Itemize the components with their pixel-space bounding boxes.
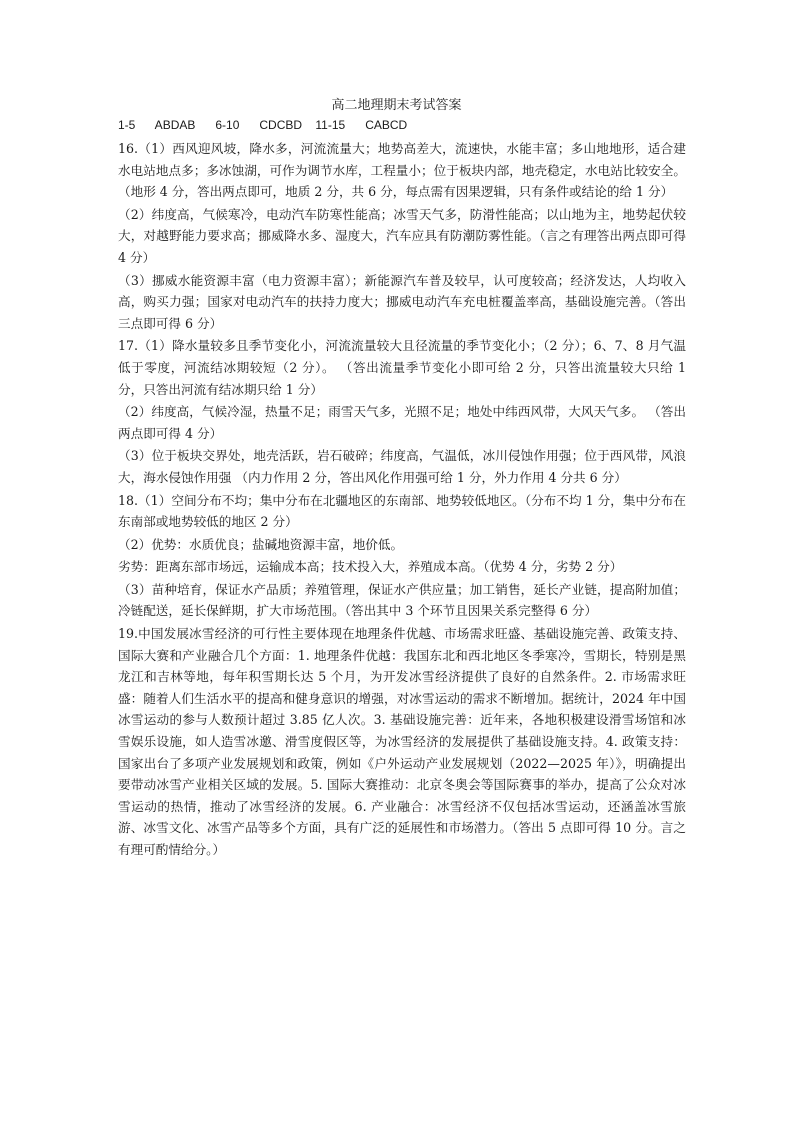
q17-part2: （2）纬度高，气候冷湿，热量不足；雨雪天气多，光照不足；地处中纬西风带，大风天气多。 （答出两点即可得 4 分） [118,404,686,441]
page-title: 高二地理期末考试答案 [331,98,462,113]
q18-part2-disadvantages: 劣势：距离东部市场远，运输成本高；技术投入大，养殖成本高。（优势 4 分，劣势 2 分） [118,559,623,575]
q16-part3: （3）挪威水能资源丰富（电力资源丰富）；新能源汽车普及较早，认可度较高；经济发达，人均收入高，购买力强；国家对电动汽车的扶持力度大；挪威电动汽车充电桩覆盖率高，基础设施完善。（答出三点即可得 6 分） [118,272,686,331]
answer-content [118,138,686,861]
q18-part2: （2）优势：水质优良；盐碱地资源丰富，地价低。 [118,536,404,552]
q17-part3: （3）位于板块交界处，地壳活跃，岩石破碎；纬度高，气温低，冰川侵蚀作用强；位于西风带，风浪大，海水侵蚀作用强 （内力作用 2 分，答出风化作用强可给 1 分，外力作用 4 分共 6 分） [118,448,686,485]
q19-answer: 19.中国发展冰雪经济的可行性主要体现在地理条件优越、市场需求旺盛、基础设施完善、政策支持、国际大赛和产业融合几个方面：1. 地理条件优越：我国东北和西北地区冬季寒冷，雪期长，特别是黑龙江和吉林等地，每年积雪期长达 5 个月，为开发冰雪经济提供了良好的自然条件。2. 市场需求旺盛：随着人们生活水平的提高和健身意识的增强，对冰雪运动的需求不断增加。据统计，2024 年中国冰雪运动的参与人数预计超过 3.85 亿人次。3. 基础设施完善：近年来，各地积极建设滑雪场馆和冰雪娱乐设施，如人造雪冰邀、滑雪度假区等，为冰雪经济的发展提供了基础设施支持。4. 政策支持：国家出台了多项产业发展规划和政策，例如《户外运动产业发展规划（2022—2025 年）》，明确提出要带动冰雪产业相关区域的发展。5. 国际大赛推动：北京冬奥会等国际赛事的举办，提高了公众对冰雪运动的热情，推动了冰雪经济的发展。6. 产业融合：冰雪经济不仅包括冰雪运动，还涵盖冰雪旅游、冰雪文化、冰雪产品等多个方面，具有广泛的延展性和市场潜力。（答出 5 点即可得 10 分。言之有理可酌情给分。） [118,626,686,857]
q16-part1: 16.（1）西风迎风坡，降水多，河流流量大；地势高差大，流速快，水能丰富；多山地地形，适合建水电站地点多；多冰蚀湖，可作为调节水库，工程量小；位于板块内部，地壳稳定，水电站比较安全。（地形 4 分，答出两点即可，地质 2 分，共 6 分，每点需有因果逻辑，只有条件或结论的给 1 分） [118,141,686,200]
q18-part1: 18.（1）空间分布不均；集中分布在北疆地区的东南部、地势较低地区。（分布不均 1 分，集中分布在东南部或地势较低的地区 2 分） [118,492,686,530]
multiple-choice-answers: 1-5 ABDAB 6-10 CDCBD 11-15 CABCD [118,118,408,132]
q18-part3: （3）苗种培育，保证水产品质；养殖管理，保证水产供应量；加工销售，延长产业链，提高附加值；冷链配送，延长保鲜期，扩大市场范围。（答出其中 3 个环节且因果关系完整得 6 分） [118,581,686,619]
q16-part2: （2）纬度高，气候寒冷，电动汽车防寒性能高；冰雪天气多，防滑性能高；以山地为主，地势起伏较大，对越野能力要求高；挪威降水多、湿度大，汽车应具有防潮防雾性能。（言之有理答出两点即可得 4 分） [118,206,686,265]
q17-part1: 17.（1）降水量较多且季节变化小，河流流量较大且径流量的季节变化小；（2 分）；6、7、8 月气温低于零度，河流结冰期较短（2 分）。 （答出流量季节变化小即可给 2 分，只答出流量较大只给 1 分，只答出河流有结冰期只给 1 分） [118,338,686,397]
